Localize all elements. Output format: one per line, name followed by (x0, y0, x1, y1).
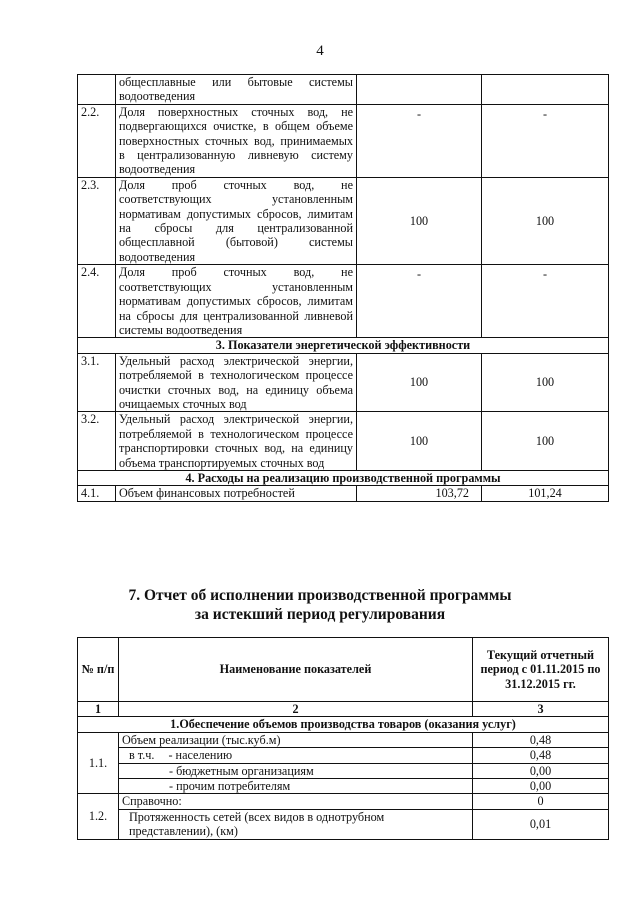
index-cell: 2 (119, 702, 473, 717)
value-cell: 100 (482, 412, 609, 471)
row-number: 1.2. (78, 794, 119, 839)
value-cell: 101,24 (482, 486, 609, 501)
header-name: Наименование показателей (119, 638, 473, 702)
row-description: Объем финансовых потребностей (116, 486, 357, 501)
table-row (78, 265, 609, 338)
value-cell: 0,00 (473, 763, 609, 778)
row-description: Доля проб сточных вод, не соответствующих установленным нормативам допустимых сбросов, лимитам на сбросы для централизованной общесплавной (бытовой) системы водоотведения (116, 177, 357, 264)
section-title-line1: 7. Отчет об исполнении производственной программы (128, 587, 512, 604)
row-description: Доля поверхностных сточных вод, не подвергающихся очистке, в общем объеме поверхностных сточных вод, принимаемых в централизованную ливневую систему водоотведения (116, 104, 357, 177)
table-row (78, 779, 609, 794)
index-cell: 1 (78, 702, 119, 717)
header-row (78, 638, 609, 702)
row-description: общесплавные или бытовые системы водоотведения (116, 75, 357, 105)
row-number: 2.4. (78, 265, 116, 338)
table-row (78, 732, 609, 747)
table-row (78, 763, 609, 778)
row-label: - населению (168, 748, 233, 763)
section-title (0, 586, 640, 624)
row-label: Протяженность сетей (всех видов в однотрубном представлении), (км) (119, 809, 473, 839)
table-row (78, 748, 609, 763)
row-label-group (119, 748, 473, 763)
value-cell: 0 (473, 794, 609, 809)
row-number: 1.1. (78, 732, 119, 794)
value-cell: - (482, 265, 609, 338)
table-row (78, 75, 609, 105)
page-number: 4 (316, 43, 324, 59)
table-row (78, 412, 609, 471)
value-cell: 0,48 (473, 732, 609, 747)
row-label: Справочно: (119, 794, 473, 809)
value-cell (357, 75, 482, 105)
row-description: Удельный расход электрической энергии, потребляемой в технологическом процессе транспортировки сточных вод, на единицу объема транспортируемых сточных вод (116, 412, 357, 471)
row-description: Удельный расход электрической энергии, потребляемой в технологическом процессе очистки сточных вод, на единицу объема очищаемых сточных вод (116, 353, 357, 412)
section-row (78, 470, 609, 485)
row-label: - прочим потребителям (119, 779, 473, 794)
table-row (78, 104, 609, 177)
table-row (78, 486, 609, 501)
header-number: № п/п (78, 638, 119, 702)
table-row (78, 794, 609, 809)
row-label: - бюджетным организациям (119, 763, 473, 778)
row-number: 3.1. (78, 353, 116, 412)
value-cell: 0,00 (473, 779, 609, 794)
indicators-table (77, 74, 609, 502)
value-cell: 0,01 (473, 809, 609, 839)
header-period: Текущий отчетный период с 01.11.2015 по 31.12.2015 гг. (473, 638, 609, 702)
value-cell: 0,48 (473, 748, 609, 763)
row-label: Объем реализации (тыс.куб.м) (119, 732, 473, 747)
value-cell: - (357, 265, 482, 338)
value-cell: 103,72 (357, 486, 482, 501)
table-row (78, 177, 609, 264)
section-title-line2: за истекший период регулирования (194, 606, 446, 623)
row-number: 4.1. (78, 486, 116, 501)
index-row (78, 702, 609, 717)
value-cell (482, 75, 609, 105)
value-cell: - (357, 104, 482, 177)
row-prefix: в т.ч. (129, 748, 155, 763)
table-row (78, 353, 609, 412)
section-row (78, 338, 609, 353)
row-number: 2.3. (78, 177, 116, 264)
value-cell: - (482, 104, 609, 177)
row-number: 3.2. (78, 412, 116, 471)
table-row (78, 809, 609, 839)
value-cell: 100 (357, 177, 482, 264)
section-heading: 4. Расходы на реализацию производственной программы (78, 470, 609, 485)
section-heading: 1.Обеспечение объемов производства товаров (оказания услуг) (78, 717, 609, 732)
value-cell: 100 (482, 353, 609, 412)
row-description: Доля проб сточных вод, не соответствующих установленным нормативам допустимых сбросов, лимитам на сбросы для централизованной ливневой системы водоотведения (116, 265, 357, 338)
row-number (78, 75, 116, 105)
section-row (78, 717, 609, 732)
value-cell: 100 (357, 353, 482, 412)
value-cell: 100 (482, 177, 609, 264)
row-number: 2.2. (78, 104, 116, 177)
index-cell: 3 (473, 702, 609, 717)
report-table (77, 637, 609, 840)
value-cell: 100 (357, 412, 482, 471)
section-heading: 3. Показатели энергетической эффективности (78, 338, 609, 353)
